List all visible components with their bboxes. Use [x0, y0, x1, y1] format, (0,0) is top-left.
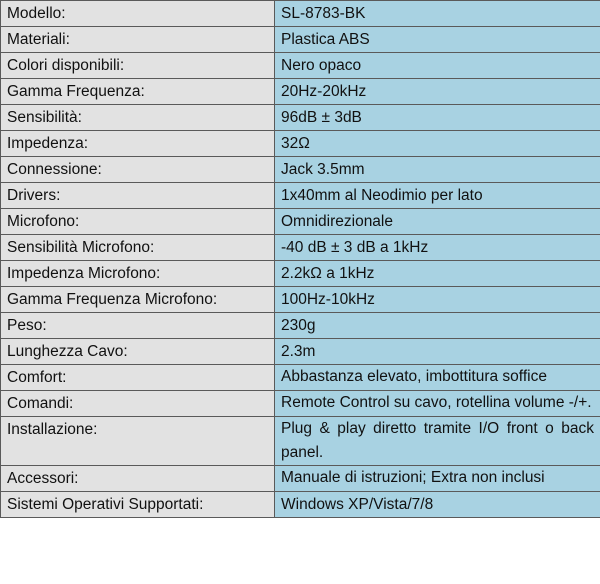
spec-value: 230g: [275, 313, 600, 339]
spec-label: Gamma Frequenza Microfono:: [1, 287, 275, 313]
table-row: [1, 183, 600, 209]
spec-value: Nero opaco: [275, 53, 600, 79]
spec-value: 20Hz-20kHz: [275, 79, 600, 105]
spec-value: Abbastanza elevato, imbottitura soffice: [275, 365, 600, 391]
table-row: [1, 339, 600, 365]
spec-label: Impedenza:: [1, 131, 275, 157]
table-row: [1, 105, 600, 131]
table-row: [1, 391, 600, 417]
table-row: [1, 131, 600, 157]
spec-label: Microfono:: [1, 209, 275, 235]
spec-label: Impedenza Microfono:: [1, 261, 275, 287]
spec-label: Accessori:: [1, 466, 275, 492]
spec-value: Plastica ABS: [275, 27, 600, 53]
spec-label: Sistemi Operativi Supportati:: [1, 492, 275, 518]
table-row: [1, 313, 600, 339]
table-row: [1, 287, 600, 313]
spec-value: -40 dB ± 3 dB a 1kHz: [275, 235, 600, 261]
table-row: [1, 492, 600, 518]
spec-label: Lunghezza Cavo:: [1, 339, 275, 365]
table-row: [1, 466, 600, 492]
table-row: [1, 157, 600, 183]
spec-label: Colori disponibili:: [1, 53, 275, 79]
spec-value: 2.2kΩ a 1kHz: [275, 261, 600, 287]
spec-value: 32Ω: [275, 131, 600, 157]
spec-value: Remote Control su cavo, rotellina volume -/+.: [275, 391, 600, 417]
spec-label: Drivers:: [1, 183, 275, 209]
table-row: [1, 365, 600, 391]
spec-value: 96dB ± 3dB: [275, 105, 600, 131]
spec-label: Materiali:: [1, 27, 275, 53]
spec-value: 2.3m: [275, 339, 600, 365]
table-row: [1, 261, 600, 287]
spec-label: Gamma Frequenza:: [1, 79, 275, 105]
table-row: [1, 53, 600, 79]
spec-label: Sensibilità Microfono:: [1, 235, 275, 261]
spec-label: Peso:: [1, 313, 275, 339]
spec-value: Manuale di istruzioni; Extra non inclusi: [275, 466, 600, 492]
spec-value: Jack 3.5mm: [275, 157, 600, 183]
table-row: [1, 1, 600, 27]
spec-value: SL-8783-BK: [275, 1, 600, 27]
spec-label: Installazione:: [1, 417, 275, 466]
spec-value: Plug & play diretto tramite I/O front o back panel.: [275, 417, 600, 466]
table-row: [1, 27, 600, 53]
spec-label: Sensibilità:: [1, 105, 275, 131]
spec-value: Windows XP/Vista/7/8: [275, 492, 600, 518]
spec-value: Omnidirezionale: [275, 209, 600, 235]
spec-label: Connessione:: [1, 157, 275, 183]
spec-label: Comfort:: [1, 365, 275, 391]
table-row: [1, 417, 600, 466]
spec-value: 1x40mm al Neodimio per lato: [275, 183, 600, 209]
spec-label: Comandi:: [1, 391, 275, 417]
table-row: [1, 79, 600, 105]
table-row: [1, 235, 600, 261]
spec-label: Modello:: [1, 1, 275, 27]
table-row: [1, 209, 600, 235]
spec-value: 100Hz-10kHz: [275, 287, 600, 313]
